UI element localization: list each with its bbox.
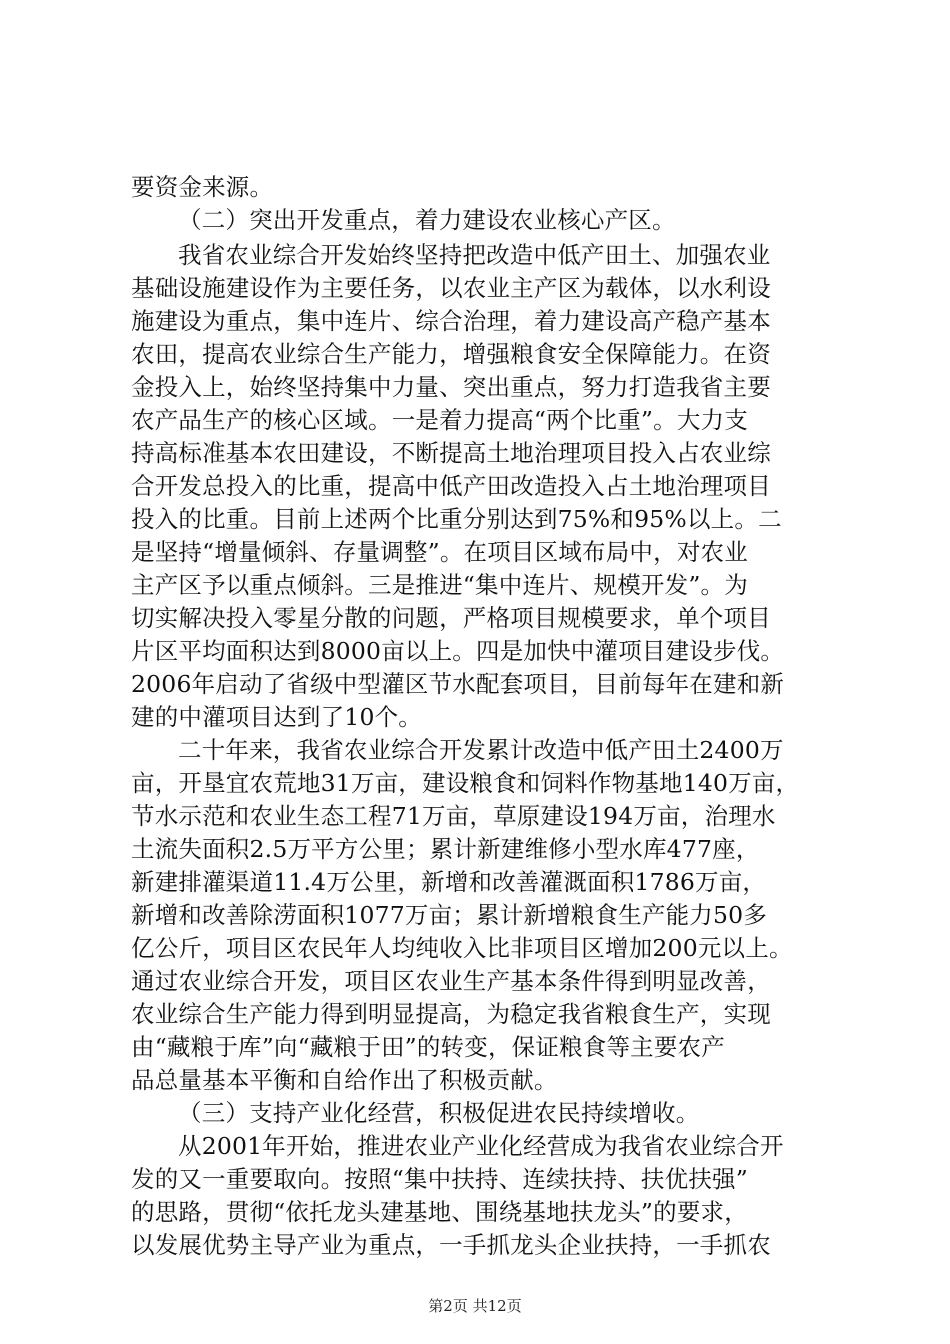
text-line: 亩，开垦宜农荒地31万亩，建设粮食和饲料作物基地140万亩， <box>131 769 800 797</box>
text-line: 通过农业综合开发，项目区农业生产基本条件得到明显改善， <box>131 967 771 995</box>
text-line: 由“藏粮于库”向“藏粮于田”的转变，保证粮食等主要农产 <box>131 1033 725 1061</box>
text-line: 从2001年开始，推进农业产业化经营成为我省农业综合开 <box>178 1132 784 1160</box>
section-heading: （三）支持产业化经营，积极促进农民持续增收。 <box>178 1099 700 1127</box>
text-line: 品总量基本平衡和自给作出了积极贡献。 <box>131 1066 558 1094</box>
text-line: 农产品生产的核心区域。一是着力提高“两个比重”。大力支 <box>131 406 748 434</box>
text-line: 基础设施建设作为主要任务，以农业主产区为载体，以水利设 <box>131 274 771 302</box>
text-line: 要资金来源。 <box>131 173 274 201</box>
text-line: 持高标准基本农田建设，不断提高土地治理项目投入占农业综 <box>131 439 771 467</box>
text-line: 是坚持“增量倾斜、存量调整”。在项目区域布局中，对农业 <box>131 538 748 566</box>
text-line: 农业综合生产能力得到明显提高，为稳定我省粮食生产，实现 <box>131 1000 771 1028</box>
text-line: 以发展优势主导产业为重点，一手抓龙头企业扶持，一手抓农 <box>131 1231 771 1259</box>
text-line: 施建设为重点，集中连片、综合治理，着力建设高产稳产基本 <box>131 307 771 335</box>
text-line: 片区平均面积达到8000亩以上。四是加快中灌项目建设步伐。 <box>131 637 785 665</box>
text-line: 主产区予以重点倾斜。三是推进“集中连片、规模开发”。为 <box>131 571 748 599</box>
text-line: 2006年启动了省级中型灌区节水配套项目，目前每年在建和新 <box>131 670 785 698</box>
text-line: 农田，提高农业综合生产能力，增强粮食安全保障能力。在资 <box>131 340 771 368</box>
text-line: 金投入上，始终坚持集中力量、突出重点，努力打造我省主要 <box>131 373 771 401</box>
text-line: 亿公斤，项目区农民年人均纯收入比非项目区增加200元以上。 <box>131 934 793 962</box>
text-line: 切实解决投入零星分散的问题，严格项目规模要求，单个项目 <box>131 604 771 632</box>
section-heading: （二）突出开发重点，着力建设农业核心产区。 <box>178 206 676 234</box>
text-line: 投入的比重。目前上述两个比重分别达到75%和95%以上。二 <box>131 505 782 533</box>
text-line: 建的中灌项目达到了10个。 <box>131 703 423 731</box>
text-line: 新建排灌渠道11.4万公里，新增和改善灌溉面积1786万亩， <box>131 868 767 896</box>
text-line: 的思路，贯彻“依托龙头建基地、围绕基地扶龙头”的要求， <box>131 1198 748 1226</box>
text-line: 合开发总投入的比重，提高中低产田改造投入占土地治理项目 <box>131 472 771 500</box>
text-line: 节水示范和农业生态工程71万亩，草原建设194万亩，治理水 <box>131 802 776 830</box>
text-line: 二十年来，我省农业综合开发累计改造中低产田土2400万 <box>178 736 784 764</box>
text-line: 我省农业综合开发始终坚持把改造中低产田土、加强农业 <box>178 241 771 269</box>
text-line: 新增和改善除涝面积1077万亩；累计新增粮食生产能力50多 <box>131 901 768 929</box>
text-line: 土流失面积2.5万平方公里；累计新建维修小型水库477座， <box>131 835 760 863</box>
page-number-footer: 第2页 共12页 <box>428 1297 522 1315</box>
text-line: 发的又一重要取向。按照“集中扶持、连续扶持、扶优扶强” <box>131 1165 748 1193</box>
